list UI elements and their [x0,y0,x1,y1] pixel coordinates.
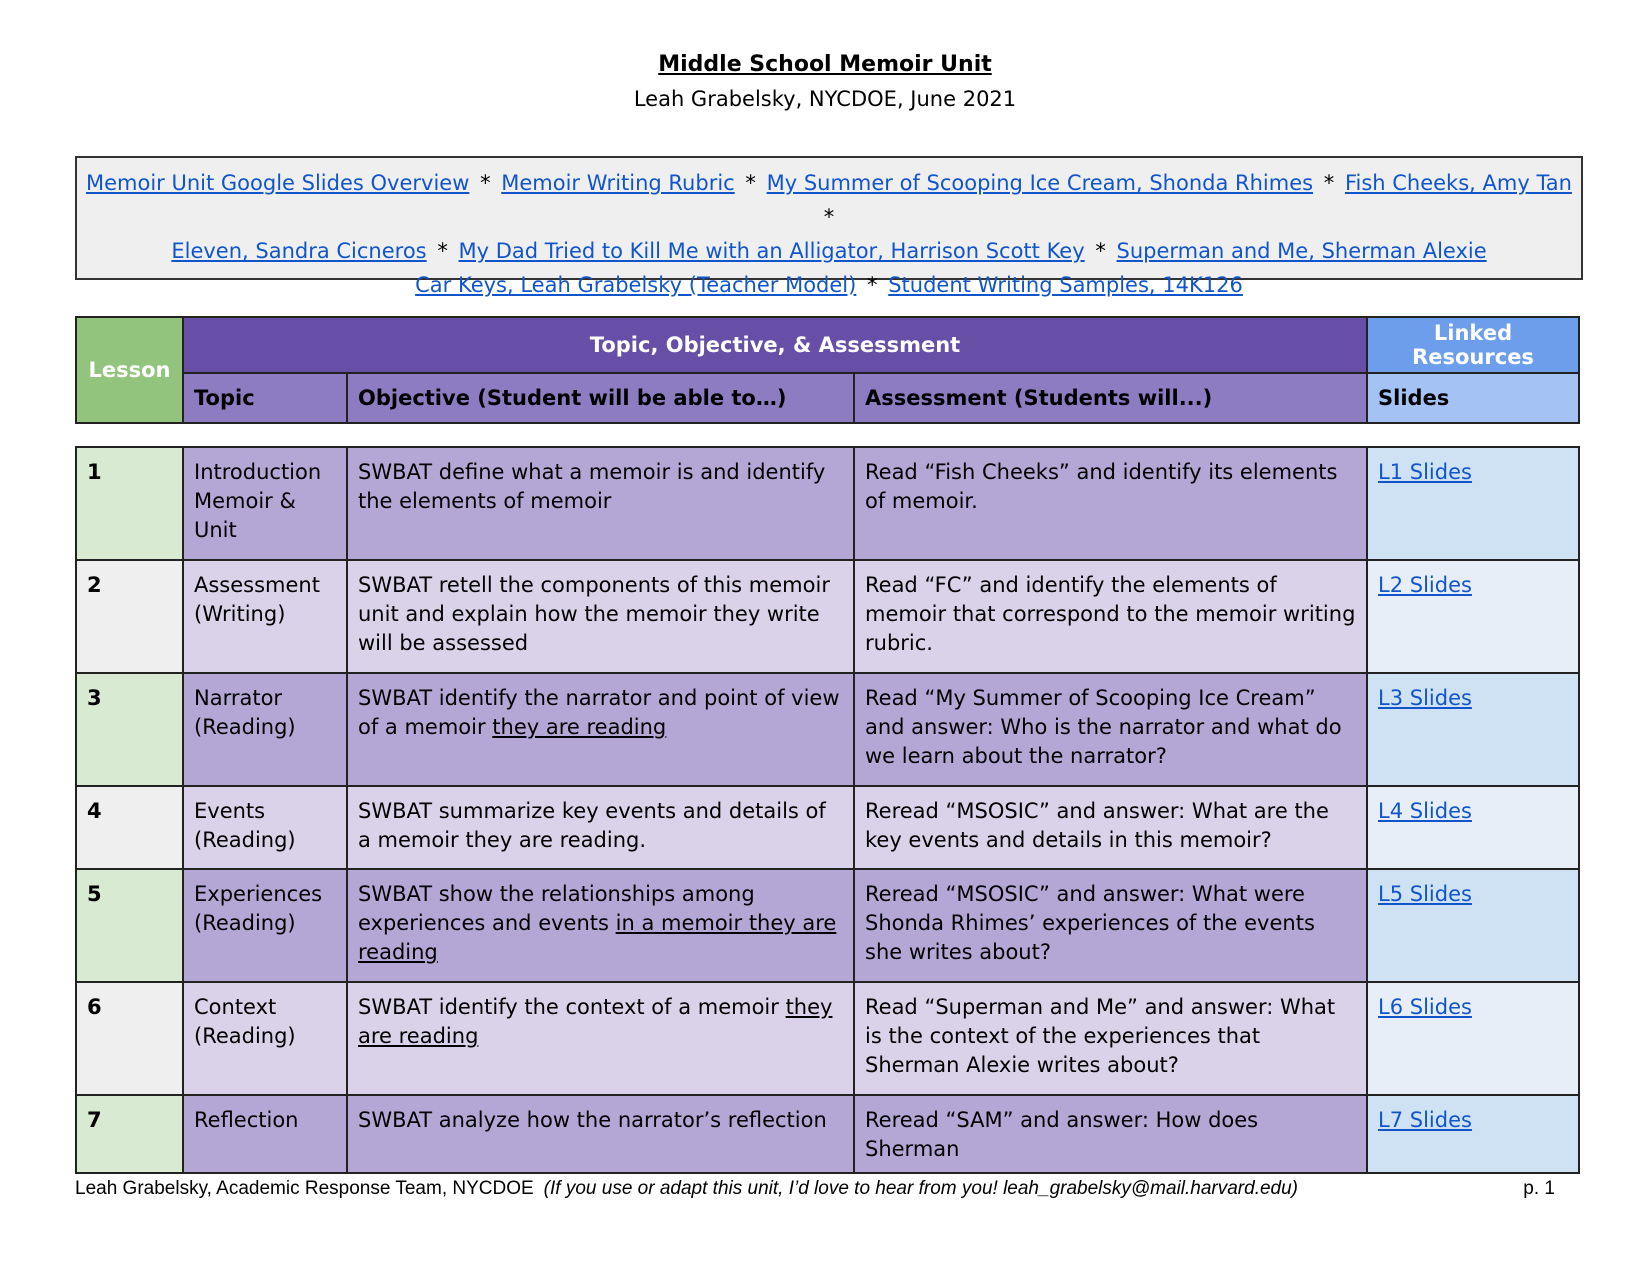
lesson-objective: SWBAT retell the components of this memoir unit and explain how the memoir they write will be assessed [347,560,854,673]
document-subtitle: Leah Grabelsky, NYCDOE, June 2021 [633,87,1017,111]
lesson-assessment: Read “FC” and identify the elements of memoir that correspond to the memoir writing rubric. [854,560,1367,673]
lesson-topic: Experiences (Reading) [183,869,347,982]
header-linked-resources: Linked Resources [1367,317,1579,373]
link-separator: * [745,171,756,195]
page-footer [75,1178,1555,1200]
slides-link[interactable]: L6 Slides [1378,995,1472,1019]
footer-author: Leah Grabelsky, Academic Response Team, NYCDOE [75,1178,534,1199]
objective-text: SWBAT identify the context of a memoir [358,995,786,1019]
lesson-number: 5 [76,869,183,982]
resource-links-line-2 [77,234,1581,268]
lesson-table [75,446,1580,1174]
page-number: p. 1 [1523,1178,1555,1199]
lesson-number: 7 [76,1095,183,1173]
slides-link[interactable]: L3 Slides [1378,686,1472,710]
header-topic: Topic [183,373,347,423]
lesson-objective [347,673,854,786]
link-separator: * [1095,239,1106,263]
table-row [76,673,1579,786]
link-summer-scooping[interactable]: My Summer of Scooping Ice Cream, Shonda Rhimes [766,171,1314,195]
lesson-number: 4 [76,786,183,869]
lesson-topic: Reflection [183,1095,347,1173]
header-assessment: Assessment (Students will...) [854,373,1367,423]
slides-link[interactable]: L1 Slides [1378,460,1472,484]
slides-link[interactable]: L2 Slides [1378,573,1472,597]
table-row [76,869,1579,982]
resource-links-line-1 [77,166,1581,234]
link-writing-rubric[interactable]: Memoir Writing Rubric [501,171,735,195]
lesson-topic: Context (Reading) [183,982,347,1095]
link-superman-and-me[interactable]: Superman and Me, Sherman Alexie [1116,239,1487,263]
slides-link[interactable]: L7 Slides [1378,1108,1472,1132]
link-separator: * [823,205,835,229]
lesson-objective [347,869,854,982]
header-objective: Objective (Student will be able to…) [347,373,854,423]
header-topic-objective-assessment: Topic, Objective, & Assessment [183,317,1367,373]
slides-link[interactable]: L4 Slides [1378,799,1472,823]
objective-underlined-text: they are reading [492,715,667,739]
lesson-assessment: Read “Fish Cheeks” and identify its elements of memoir. [854,447,1367,560]
lesson-table-header [75,316,1580,424]
lesson-assessment: Read “Superman and Me” and answer: What is the context of the experiences that Sherman Alexie writes about? [854,982,1367,1095]
resource-links-box [75,156,1583,297]
header-slides: Slides [1367,373,1579,423]
link-separator: * [480,171,491,195]
lesson-assessment: Reread “SAM” and answer: How does Sherman [854,1095,1367,1173]
objective-text: SWBAT identify the narrator and point of view of a memoir [358,686,840,739]
table-row [76,982,1579,1095]
resource-links-line-3 [77,268,1581,302]
objective-underlined-text: they are reading [358,995,833,1048]
document-title: Middle School Memoir Unit [658,52,992,77]
lesson-number: 3 [76,673,183,786]
link-separator: * [437,239,448,263]
lesson-assessment: Reread “MSOSIC” and answer: What are the key events and details in this memoir? [854,786,1367,869]
header-lesson: Lesson [76,317,183,423]
table-row [76,786,1579,869]
lesson-number: 2 [76,560,183,673]
link-car-keys[interactable]: Car Keys, Leah Grabelsky (Teacher Model) [415,273,857,297]
footer-note: (If you use or adapt this unit, I’d love to hear from you! leah_grabelsky@mail.harvard.edu) [543,1178,1299,1199]
link-separator: * [1323,171,1335,195]
link-slides-overview[interactable]: Memoir Unit Google Slides Overview [86,171,470,195]
table-row [76,560,1579,673]
lesson-topic: Narrator (Reading) [183,673,347,786]
lesson-objective: SWBAT define what a memoir is and identify the elements of memoir [347,447,854,560]
link-alligator[interactable]: My Dad Tried to Kill Me with an Alligator, Harrison Scott Key [458,239,1085,263]
lesson-number: 6 [76,982,183,1095]
objective-underlined-text: in a memoir they are reading [358,911,837,964]
link-student-samples[interactable]: Student Writing Samples, 14K126 [888,273,1243,297]
lesson-number: 1 [76,447,183,560]
lesson-topic: Assessment (Writing) [183,560,347,673]
slides-link[interactable]: L5 Slides [1378,882,1472,906]
link-fish-cheeks[interactable]: Fish Cheeks, Amy Tan [1344,171,1572,195]
lesson-topic: Events (Reading) [183,786,347,869]
lesson-topic: Introduction Memoir & Unit [183,447,347,560]
link-separator: * [867,273,878,297]
lesson-objective: SWBAT summarize key events and details of a memoir they are reading. [347,786,854,869]
objective-text: SWBAT show the relationships among experiences and events [358,882,755,935]
lesson-objective: SWBAT analyze how the narrator’s reflection [347,1095,854,1173]
table-row [76,1095,1579,1173]
table-row [76,447,1579,560]
lesson-assessment: Reread “MSOSIC” and answer: What were Shonda Rhimes’ experiences of the events she writes about? [854,869,1367,982]
lesson-objective [347,982,854,1095]
lesson-assessment: Read “My Summer of Scooping Ice Cream” and answer: Who is the narrator and what do we learn about the narrator? [854,673,1367,786]
link-eleven[interactable]: Eleven, Sandra Cicneros [171,239,427,263]
